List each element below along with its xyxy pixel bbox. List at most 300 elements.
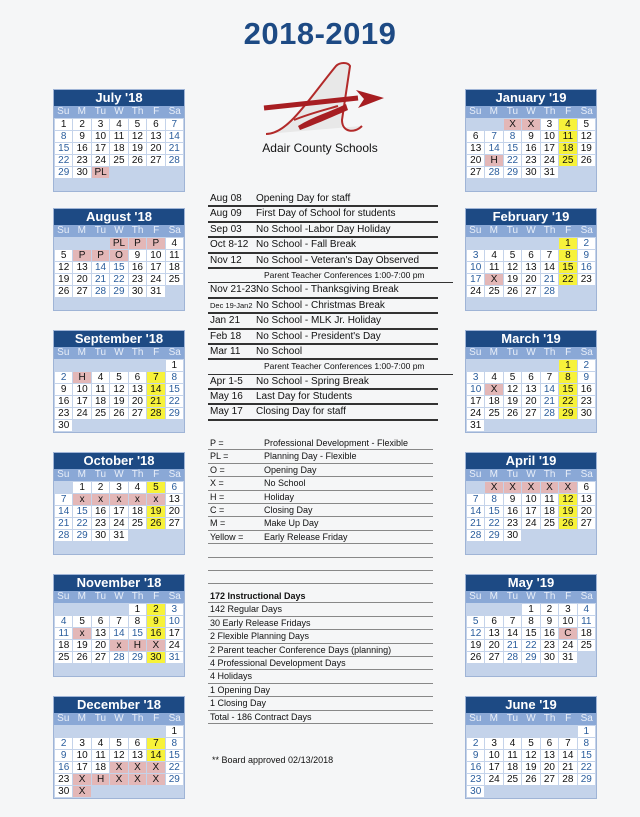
day-cell: 25 (541, 518, 558, 529)
day-cell: 8 (166, 372, 183, 383)
day-cell: 12 (467, 628, 484, 639)
day-cell: PL (92, 167, 109, 178)
day-cell: 1 (166, 360, 183, 371)
month-title: November '18 (54, 575, 184, 591)
weekday-header (54, 591, 184, 603)
day-cell: 24 (467, 408, 484, 419)
event-row (208, 238, 438, 253)
weekday-label: Tu (94, 591, 107, 602)
day-cell: 23 (504, 518, 521, 529)
day-cell: 28 (541, 286, 558, 297)
weekday-label: Tu (506, 713, 519, 724)
day-cell: 13 (578, 494, 595, 505)
day-cell: 16 (522, 143, 539, 154)
day-cell (522, 664, 539, 675)
day-cell (541, 542, 558, 553)
day-cell: 25 (166, 274, 183, 285)
weekday-label: Th (131, 713, 144, 724)
weekday-label: W (114, 713, 124, 724)
event-date: Aug 09 (210, 208, 242, 220)
day-cell: PL (110, 238, 127, 249)
calendar-nov (53, 574, 185, 677)
day-cell: 7 (541, 250, 558, 261)
day-cell: x (110, 494, 127, 505)
day-cell: 20 (541, 762, 558, 773)
day-cell: 28 (485, 167, 502, 178)
day-cell (147, 542, 164, 553)
day-cell: 24 (73, 408, 90, 419)
weekday-label: M (77, 347, 87, 358)
day-cell: 12 (522, 750, 539, 761)
summary-row: 2 Flexible Planning Days (208, 630, 433, 643)
day-cell: 9 (55, 384, 72, 395)
day-cell: 16 (504, 506, 521, 517)
day-cell: 11 (55, 628, 72, 639)
day-cell: 27 (578, 518, 595, 529)
event-date: Nov 21-23 (210, 284, 257, 296)
day-cell: H (485, 155, 502, 166)
day-cell: 24 (166, 640, 183, 651)
day-cell: X (129, 774, 146, 785)
day-cell: 6 (485, 616, 502, 627)
day-cell: 13 (129, 750, 146, 761)
day-cell (147, 298, 164, 309)
day-cell: X (147, 762, 164, 773)
day-cell: 25 (485, 286, 502, 297)
day-cell: 20 (129, 396, 146, 407)
day-cell (485, 119, 502, 130)
day-cell (110, 360, 127, 371)
weekday-header (466, 591, 596, 603)
day-cell: 1 (578, 726, 595, 737)
day-cell: 3 (92, 119, 109, 130)
weekday-label: Sa (580, 591, 593, 602)
day-cell: 26 (55, 286, 72, 297)
board-approval-note: ** Board approved 02/13/2018 (212, 755, 334, 765)
event-row (208, 345, 438, 360)
weekday-label: Su (57, 591, 70, 602)
day-cell: 5 (110, 738, 127, 749)
day-cell: 6 (467, 131, 484, 142)
day-cell: 19 (73, 640, 90, 651)
day-cell: 20 (578, 506, 595, 517)
day-cell (166, 786, 183, 797)
day-cell: 5 (467, 616, 484, 627)
event-row (208, 192, 438, 207)
day-cell (467, 604, 484, 615)
event-row (208, 269, 453, 283)
day-cell: 12 (110, 750, 127, 761)
weekday-label: M (77, 225, 87, 236)
day-cell: 30 (522, 167, 539, 178)
month-title: September '18 (54, 331, 184, 347)
day-cell: 19 (110, 396, 127, 407)
day-cell: 3 (467, 372, 484, 383)
day-cell: 30 (147, 652, 164, 663)
calendar-feb (465, 208, 597, 311)
day-cell: 23 (55, 408, 72, 419)
day-cell (73, 238, 90, 249)
blank-line (208, 544, 433, 557)
day-cell (55, 482, 72, 493)
day-cell (166, 179, 183, 190)
event-date: Sep 03 (210, 223, 242, 235)
day-cell: 3 (166, 604, 183, 615)
day-cell: 25 (55, 652, 72, 663)
day-cell (55, 179, 72, 190)
day-cell: 26 (73, 652, 90, 663)
day-cell (467, 298, 484, 309)
summary-row: 1 Closing Day (208, 697, 433, 710)
day-cell: 22 (559, 396, 576, 407)
weekday-header (466, 106, 596, 118)
day-cell (485, 786, 502, 797)
day-cell: 9 (147, 616, 164, 627)
day-cell (55, 726, 72, 737)
day-cell (467, 482, 484, 493)
school-logo-icon (258, 60, 388, 140)
day-cell: X (485, 482, 502, 493)
legend-key: C = (210, 504, 225, 515)
event-text: Last Day for Students (256, 391, 353, 403)
day-cell (522, 530, 539, 541)
day-cell: 25 (504, 774, 521, 785)
weekday-label: Tu (94, 106, 107, 117)
weekday-label: W (526, 347, 536, 358)
calendar-oct (53, 452, 185, 555)
day-cell: 9 (578, 250, 595, 261)
day-cell: 13 (522, 384, 539, 395)
day-cell (504, 726, 521, 737)
day-cell: 14 (92, 262, 109, 273)
weekday-label: Sa (168, 106, 181, 117)
day-cell (559, 179, 576, 190)
day-cell (129, 542, 146, 553)
weekday-label: Sa (580, 225, 593, 236)
day-cell: 20 (73, 274, 90, 285)
day-cell (541, 238, 558, 249)
day-cell: 7 (110, 616, 127, 627)
day-cell: 27 (129, 408, 146, 419)
event-text: No School (256, 345, 303, 357)
day-cell: 31 (147, 286, 164, 297)
weekday-label: Tu (94, 225, 107, 236)
day-cell: 12 (578, 131, 595, 142)
day-cell: O (110, 250, 127, 261)
day-cell: X (504, 482, 521, 493)
day-cell (541, 179, 558, 190)
day-cell: 12 (504, 262, 521, 273)
weekday-header (466, 225, 596, 237)
day-cell (541, 786, 558, 797)
day-cell: 31 (166, 652, 183, 663)
day-cell (73, 360, 90, 371)
day-cell: 26 (467, 652, 484, 663)
day-cell (578, 167, 595, 178)
day-cell: 5 (504, 250, 521, 261)
day-cell: 13 (73, 262, 90, 273)
day-cell: 15 (129, 628, 146, 639)
weekday-label: Sa (580, 469, 593, 480)
day-cell (166, 298, 183, 309)
day-cell: 10 (522, 494, 539, 505)
day-cell: 10 (541, 131, 558, 142)
day-cell (541, 726, 558, 737)
weekday-label: W (526, 591, 536, 602)
weekday-header (54, 225, 184, 237)
day-cell: 6 (522, 250, 539, 261)
day-cell: 7 (147, 738, 164, 749)
calendar-mar (465, 330, 597, 433)
day-cell (92, 786, 109, 797)
day-cell: 17 (166, 628, 183, 639)
weekday-label: Tu (506, 469, 519, 480)
day-cell: x (92, 494, 109, 505)
day-cell: 31 (467, 420, 484, 431)
event-row (208, 330, 438, 345)
weekday-label: Th (131, 591, 144, 602)
day-cell (522, 542, 539, 553)
legend (208, 437, 433, 584)
day-cell: 8 (129, 616, 146, 627)
weekday-label: M (489, 106, 499, 117)
day-cell: 10 (467, 384, 484, 395)
weekday-label: Su (469, 469, 482, 480)
day-cell: 4 (504, 738, 521, 749)
summary-row: 142 Regular Days (208, 603, 433, 616)
day-cell: 11 (504, 750, 521, 761)
day-cell (129, 360, 146, 371)
day-cell: x (110, 640, 127, 651)
summary-row: 4 Professional Development Days (208, 657, 433, 670)
event-text: Parent Teacher Conferences 1:00-7:00 pm (264, 269, 425, 280)
day-cell: 16 (55, 396, 72, 407)
day-cell (559, 167, 576, 178)
day-cell: 19 (55, 274, 72, 285)
day-cell: 5 (147, 482, 164, 493)
day-cell: 23 (55, 774, 72, 785)
day-cell (147, 786, 164, 797)
day-cell: 17 (73, 396, 90, 407)
day-cell (541, 530, 558, 541)
day-cell: 3 (541, 119, 558, 130)
event-date: Aug 08 (210, 193, 242, 204)
day-cell: 9 (522, 131, 539, 142)
summary-row: Total - 186 Contract Days (208, 711, 433, 724)
event-date: Nov 12 (210, 254, 242, 266)
day-cell: 27 (147, 155, 164, 166)
day-cell (92, 604, 109, 615)
day-cell: X (485, 274, 502, 285)
day-cell (578, 286, 595, 297)
month-title: January '19 (466, 90, 596, 106)
event-date: Feb 18 (210, 330, 242, 342)
day-cell: 10 (73, 384, 90, 395)
day-cell (467, 726, 484, 737)
day-cell: 9 (578, 372, 595, 383)
day-cell: H (92, 774, 109, 785)
weekday-label: F (153, 106, 160, 117)
weekday-label: F (153, 713, 160, 724)
day-cell (578, 542, 595, 553)
day-cell: 8 (504, 131, 521, 142)
event-text: Closing Day for staff (256, 406, 346, 418)
day-cell (73, 298, 90, 309)
day-cell: 29 (73, 530, 90, 541)
event-row (208, 405, 438, 420)
day-cell (55, 298, 72, 309)
day-cell: 22 (55, 155, 72, 166)
day-cell: 21 (559, 762, 576, 773)
day-cell: 6 (92, 616, 109, 627)
event-text: No School -Labor Day Holiday (256, 223, 391, 235)
day-cell (129, 298, 146, 309)
day-cell: 8 (559, 250, 576, 261)
day-cell (129, 167, 146, 178)
event-row (208, 390, 438, 405)
day-cell: 13 (485, 628, 502, 639)
weekday-label: Su (469, 347, 482, 358)
day-cell: X (110, 762, 127, 773)
weekday-label: F (153, 347, 160, 358)
legend-key: P = (210, 438, 224, 448)
day-cell (504, 420, 521, 431)
weekday-header (54, 469, 184, 481)
day-cell: 6 (147, 119, 164, 130)
day-cell: 1 (522, 604, 539, 615)
day-cell: 22 (522, 640, 539, 651)
day-cell (559, 530, 576, 541)
day-cell: 11 (541, 494, 558, 505)
day-cell: 11 (166, 250, 183, 261)
day-cell: 21 (541, 274, 558, 285)
day-cell: 12 (504, 384, 521, 395)
weekday-label: W (114, 469, 124, 480)
day-cell (73, 420, 90, 431)
day-cell: 15 (559, 384, 576, 395)
day-cell (467, 542, 484, 553)
day-cell (147, 726, 164, 737)
day-cell: 27 (73, 286, 90, 297)
event-text: No School - MLK Jr. Holiday (256, 315, 382, 327)
day-cell: 18 (92, 396, 109, 407)
summary-row: 30 Early Release Fridays (208, 617, 433, 630)
day-cell: 1 (129, 604, 146, 615)
day-cell: 30 (129, 286, 146, 297)
legend-row (208, 464, 433, 477)
day-cell (73, 179, 90, 190)
legend-row (208, 517, 433, 530)
day-cell: 12 (55, 262, 72, 273)
day-cell: 2 (92, 482, 109, 493)
day-cell (110, 298, 127, 309)
legend-value: Make Up Day (264, 518, 319, 529)
day-cell: 30 (578, 408, 595, 419)
weekday-label: W (114, 225, 124, 236)
day-cell: 27 (485, 652, 502, 663)
event-text: No School - Christmas Break (256, 299, 385, 311)
legend-key: Yellow = (210, 531, 244, 542)
day-cell: 28 (110, 652, 127, 663)
day-cell: 26 (522, 774, 539, 785)
day-cell: 17 (522, 506, 539, 517)
weekday-header (54, 106, 184, 118)
day-cell: 26 (110, 408, 127, 419)
event-row (208, 207, 438, 222)
blank-line (208, 558, 433, 571)
day-cell: 16 (55, 762, 72, 773)
day-cell: 10 (559, 616, 576, 627)
day-cell: 21 (467, 518, 484, 529)
day-cell: 7 (467, 494, 484, 505)
day-cell: 18 (129, 506, 146, 517)
day-cell: 6 (129, 738, 146, 749)
day-cell: 27 (166, 518, 183, 529)
day-cell: 23 (541, 640, 558, 651)
day-cell: 13 (147, 131, 164, 142)
weekday-label: Su (57, 469, 70, 480)
day-cell: 6 (522, 372, 539, 383)
day-cell: 5 (578, 119, 595, 130)
weekday-label: Th (543, 347, 556, 358)
weekday-label: M (489, 469, 499, 480)
day-cell: 25 (129, 518, 146, 529)
day-cell: 30 (504, 530, 521, 541)
day-cell: 18 (578, 628, 595, 639)
day-cell: 15 (504, 143, 521, 154)
day-cell: 8 (559, 372, 576, 383)
weekday-label: Th (131, 469, 144, 480)
day-cell (467, 664, 484, 675)
day-cell: 15 (485, 506, 502, 517)
day-cell: X (541, 482, 558, 493)
day-cell: 14 (541, 262, 558, 273)
day-cell: 9 (467, 750, 484, 761)
day-cell: 2 (541, 604, 558, 615)
weekday-label: M (77, 713, 87, 724)
weekday-header (466, 347, 596, 359)
day-cell: 24 (147, 274, 164, 285)
day-cell: 2 (578, 238, 595, 249)
day-cell: X (147, 640, 164, 651)
day-cell: 21 (92, 274, 109, 285)
day-cell (504, 542, 521, 553)
school-name: Adair County Schools (262, 141, 378, 155)
weekday-label: M (489, 591, 499, 602)
day-cell (504, 664, 521, 675)
day-cell (55, 664, 72, 675)
day-cell (129, 786, 146, 797)
month-title: April '19 (466, 453, 596, 469)
day-cell: 15 (522, 628, 539, 639)
day-cell (578, 530, 595, 541)
day-cell: 13 (541, 750, 558, 761)
day-cell (485, 179, 502, 190)
day-cell (147, 179, 164, 190)
weekday-header (466, 713, 596, 725)
weekday-label: Su (469, 106, 482, 117)
day-cell: 9 (504, 494, 521, 505)
day-cell: 22 (559, 274, 576, 285)
day-cell: 13 (129, 384, 146, 395)
event-row (208, 283, 438, 298)
legend-key: H = (210, 491, 225, 502)
weekday-label: W (526, 106, 536, 117)
day-cell: 17 (147, 262, 164, 273)
day-cell: 30 (467, 786, 484, 797)
day-cell: 20 (485, 640, 502, 651)
day-cell: 2 (467, 738, 484, 749)
